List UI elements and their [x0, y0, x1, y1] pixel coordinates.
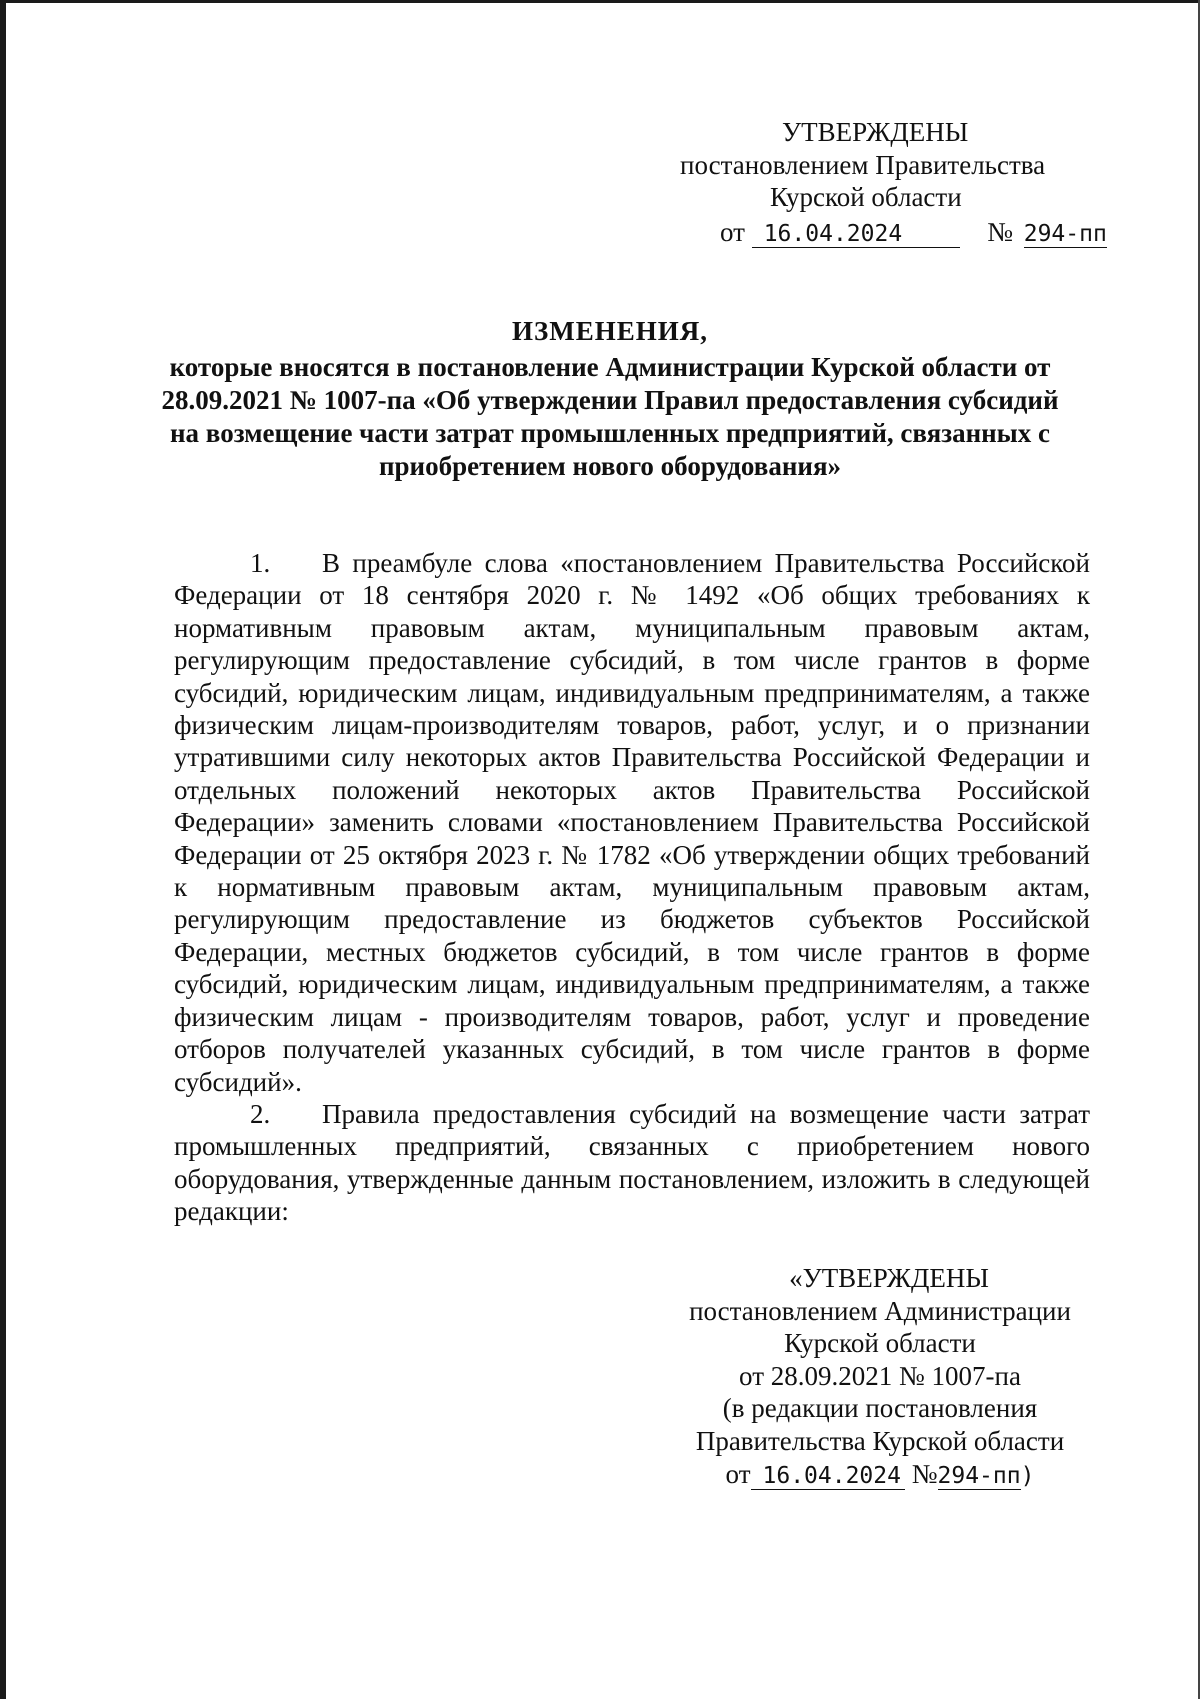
paragraph-text: В преамбуле слова «постановлением Правительства Российской Федерации от 18 сентября 2020 г. № 1492 «Об общих требованиях к нормативным правовым актам, муниципальным правовым актам, регулирующим предоставление субсидий, в том числе грантов в форме субсидий, юридическим лицам, индивидуальным предпринимателям, а также физическим лицам-производителям товаров, работ, услуг, и о признании утратившими силу некоторых актов Правительства Российской Федерации и отдельных положений некоторых актов Правительства Российской Федерации» заменить словами «постановлением Правительства Российской Федерации от 25 октября 2023 г. № 1782 «Об утверждении общих требований к нормативным правовым актам, муниципальным правовым актам, регулирующим предоставление из бюджетов субъектов Российской Федерации, местных бюджетов субсидий, в том числе грантов в форме субсидий, юридическим лицам, индивидуальным предпринимателям, а также физическим лицам - производителям товаров, работ, услуг и проведение отборов получателей указанных субсидий, в том числе грантов в форме субсидий».	[174, 548, 1090, 1097]
number-prefix: №	[987, 216, 1013, 247]
document-title	[160, 315, 1060, 483]
approval-heading: УТВЕРЖДЕНЫ	[782, 117, 969, 147]
paragraph-number: 1.	[250, 548, 271, 578]
paragraph-number: 2.	[250, 1098, 271, 1129]
approval2-issuer: постановлением Администрации	[689, 1295, 1071, 1326]
paragraph-text: Правила предоставления субсидий на возмещение части затрат промышленных предприятий, связанных с приобретением нового оборудования, утвержденные данным постановлением, изложить в следующей редакции:	[174, 1098, 1090, 1227]
approval-block-quoted	[660, 1262, 1100, 1493]
number-prefix: №	[911, 1459, 938, 1489]
scan-edge-top	[0, 0, 1200, 3]
closing-paren: )	[1020, 1463, 1035, 1489]
approval2-date: 16.04.2024	[751, 1463, 905, 1490]
date-prefix: от	[720, 216, 745, 247]
paragraph	[174, 547, 1090, 1098]
approval2-edition-issuer: Правительства Курской области	[695, 1425, 1065, 1456]
title-main: ИЗМЕНЕНИЯ,	[511, 316, 708, 346]
approval-issuer: постановлением Правительства	[680, 149, 1046, 180]
approval-stamp	[672, 116, 1112, 248]
approval-region: Курской области	[770, 182, 962, 212]
approval2-number: 294-пп	[937, 1463, 1021, 1489]
title-subtitle: которые вносятся в постановление Администрации Курской области от 28.09.2021 № 1007-па «Об утверждении Правил предоставления субсидий на возмещение части затрат промышленных предприятий, связанных с приобретением нового оборудования»	[161, 352, 1059, 481]
scan-edge-left	[0, 0, 6, 1699]
approval2-original-date: от 28.09.2021 № 1007-па	[739, 1360, 1021, 1391]
approval2-heading: «УТВЕРЖДЕНЫ	[789, 1263, 989, 1293]
approval2-date-number	[660, 1458, 1100, 1493]
paragraph	[174, 1098, 1090, 1228]
approval2-region: Курской области	[784, 1328, 976, 1358]
approval-number: 294-пп	[1023, 220, 1107, 247]
approval-date-number	[672, 216, 1112, 249]
approval2-edition-note: (в редакции постановления	[722, 1393, 1038, 1423]
document-body	[174, 547, 1090, 1228]
approval-date: 16.04.2024	[752, 221, 960, 248]
date-prefix: от	[725, 1459, 751, 1489]
